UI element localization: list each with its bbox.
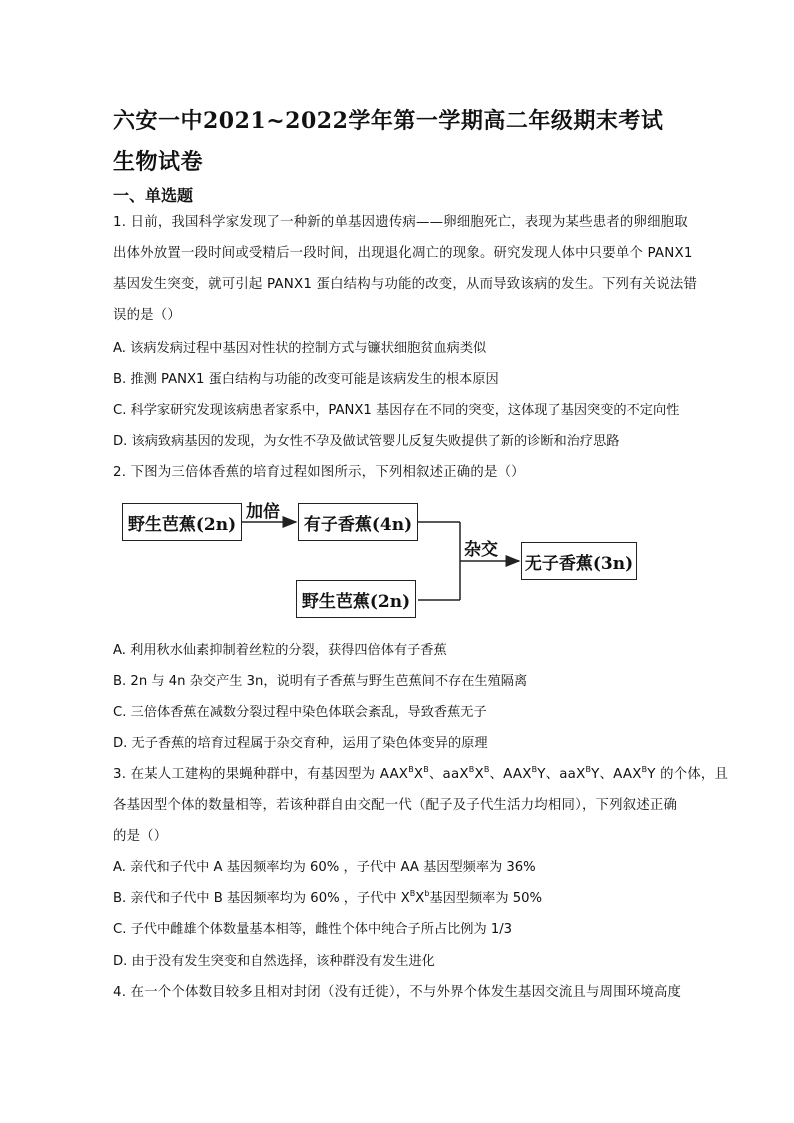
q2-option-d: D. 无子香蕉的培育过程属于杂交育种，运用了染色体变异的原理 xyxy=(113,736,488,751)
q1-option-b: B. 推测 PANX1 蛋白结构与功能的改变可能是该病发生的根本原因 xyxy=(113,372,499,387)
q1-line-3: 基因发生突变，就可引起 PANX1 蛋白结构与功能的改变，从而导致该病的发生。下列有关说法错 xyxy=(113,277,698,292)
box-wild-banana-top: 野生芭蕉(2n) xyxy=(122,503,242,541)
q3-option-b: B. 亲代和子代中 B 基因频率均为 60% ，子代中 $X^BX^b$基因型频率为 50% xyxy=(113,889,543,906)
label-double: 加倍 xyxy=(246,502,280,522)
q3-option-a: A. 亲代和子代中 A 基因频率均为 60% ，子代中 AA 基因型频率为 36% xyxy=(113,860,536,875)
box-wild-banana-bottom: 野生芭蕉(2n) xyxy=(296,580,416,618)
q1-line-4: 误的是（） xyxy=(113,308,181,323)
q3-line-2: 各基因型个体的数量相等，若该种群自由交配一代（配子及子代生活力均相同），下列叙述正确 xyxy=(113,798,678,813)
q3-line-3: 的是（） xyxy=(113,829,168,844)
q1-option-c: C. 科学家研究发现该病患者家系中，PANX1 基因存在不同的突变，这体现了基因突变的不定向性 xyxy=(113,403,680,418)
box-seedless-banana: 无子香蕉(3n) xyxy=(521,542,637,580)
label-cross: 杂交 xyxy=(464,540,498,560)
q2-option-a: A. 利用秋水仙素抑制着丝粒的分裂，获得四倍体有子香蕉 xyxy=(113,643,447,658)
q3-line-1: 3. 在某人工建构的果蝇种群中，有基因型为 $AAX^BX^B$、$aaX^BX^B$、$AAX^BY$、aaX$^B$Y、$AAX^BY$ 的个体，且 xyxy=(113,765,729,782)
q2-option-b: B. 2n 与 4n 杂交产生 3n，说明有子香蕉与野生芭蕉间不存在生殖隔离 xyxy=(113,674,528,689)
q3-option-d: D. 由于没有发生突变和自然选择，该种群没有发生进化 xyxy=(113,954,435,969)
q1-line-2: 出体外放置一段时间或受精后一段时间，出现退化凋亡的现象。研究发现人体中只要单个 PANX1 xyxy=(113,246,693,261)
q1-option-d: D. 该病致病基因的发现，为女性不孕及做试管婴儿反复失败提供了新的诊断和治疗思路 xyxy=(113,434,620,449)
page-subtitle: 生物试卷 xyxy=(113,149,204,175)
q2-stem: 2. 下图为三倍体香蕉的培育过程如图所示，下列相叙述正确的是（） xyxy=(113,465,525,480)
q2-option-c: C. 三倍体香蕉在减数分裂过程中染色体联会紊乱，导致香蕉无子 xyxy=(113,705,487,720)
q1-line-1: 1. 日前，我国科学家发现了一种新的单基因遗传病——卵细胞死亡，表现为某些患者的卵细胞取 xyxy=(113,215,688,230)
section-heading: 一、单选题 xyxy=(113,186,194,205)
page-title: 六安一中2021~2022学年第一学期高二年级期末考试 xyxy=(113,108,664,134)
q3-option-c: C. 子代中雌雄个体数量基本相等，雌性个体中纯合子所占比例为 1/3 xyxy=(113,922,513,937)
q1-option-a: A. 该病发病过程中基因对性状的控制方式与镰状细胞贫血病类似 xyxy=(113,341,487,356)
q4-line-1: 4. 在一个个体数目较多且相对封闭（没有迁徙），不与外界个体发生基因交流且与周围环境高度 xyxy=(113,985,682,1000)
box-seeded-banana: 有子香蕉(4n) xyxy=(298,503,418,541)
